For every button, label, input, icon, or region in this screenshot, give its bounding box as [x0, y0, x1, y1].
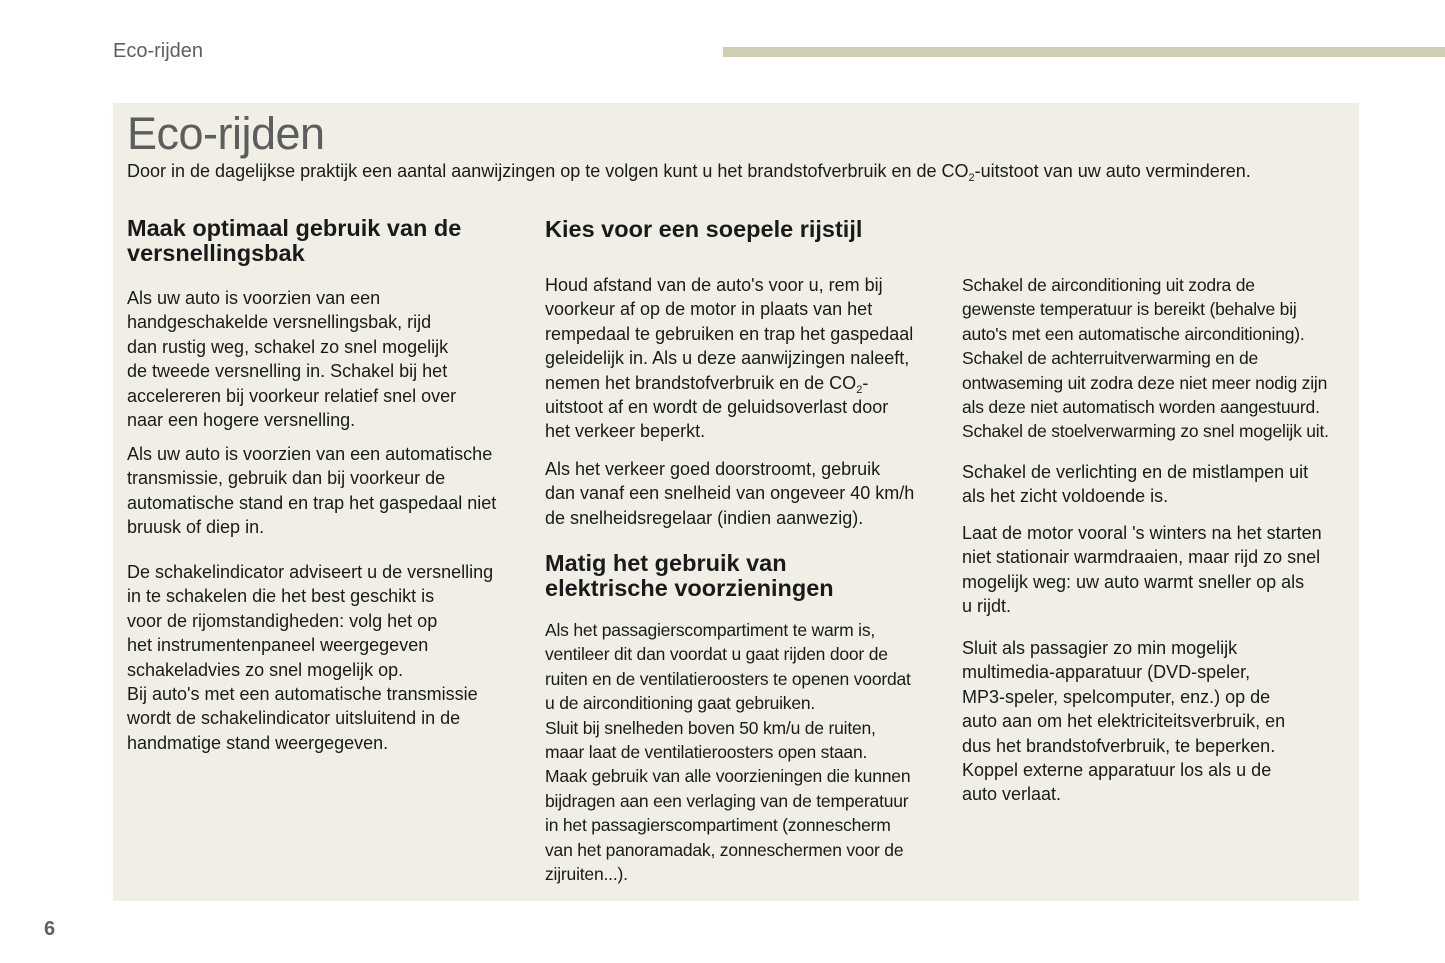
intro-paragraph [127, 159, 1342, 183]
col2-heading: Kies voor een soepele rijstijl [545, 216, 863, 242]
col2-paragraph-1-subscript: 2 [856, 383, 863, 396]
col2-paragraph-3: Als het passagierscompartiment te warm is, ventileer dit dan voordat u gaat rijden door de ruiten en de ventilatieroosters te openen voordat u de airconditioning gaat gebruiken. Sluit bij snelheden boven 50 km/u de ruiten, maar laat de ventilatieroosters open staan. Maak gebruik van alle voorzieningen die kunnen bijdragen aan een verlaging van de temperatuur in het passagierscompartiment (zonnescherm van het panoramadak, zonneschermen voor de zijruiten...). [545, 620, 911, 885]
page-title: Eco-rijden [127, 108, 325, 159]
col2-paragraph-1-text: Houd afstand van de auto's voor u, rem bij voorkeur af op de motor in plaats van het rempedaal te gebruiken en trap het gaspedaal geleidelijk in. Als u deze aanwijzingen naleeft, nemen het brandstofverbruik en de CO [545, 275, 914, 393]
intro-text: Door in de dagelijkse praktijk een aantal aanwijzingen op te volgen kunt u het brandstofverbruik en de CO [127, 161, 969, 181]
intro-subscript: 2 [968, 172, 975, 184]
col3-paragraph-2: Schakel de verlichting en de mistlampen uit als het zicht voldoende is. [962, 462, 1309, 507]
header-bar [723, 47, 1445, 57]
col1-paragraph-1: Als uw auto is voorzien van een handgeschakelde versnellingsbak, rijd dan rustig weg, schakel zo snel mogelijk de tweede versnelling in. Schakel bij het accelereren bij voorkeur relatief snel over naar een hogere versnelling. [127, 288, 457, 431]
intro-text-end: -uitstoot van uw auto verminderen. [974, 161, 1251, 181]
col2-paragraph-2: Als het verkeer goed doorstroomt, gebruik dan vanaf een snelheid van ongeveer 40 km/h de snelheidsregelaar (indien aanwezig). [545, 459, 915, 528]
col1-paragraph-3: De schakelindicator adviseert u de versnelling in te schakelen die het best geschikt is voor de rijomstandigheden: volg het op het instrumentenpaneel weergegeven schakeladvies zo snel mogelijk op. Bij auto's met een automatische transmissie wordt de schakelindicator uitsluitend in de handmatige stand weergegeven. [127, 562, 494, 753]
col2-heading-2: Matig het gebruik van elektrische voorzieningen [545, 550, 834, 601]
col3-paragraph-1: Schakel de airconditioning uit zodra de gewenste temperatuur is bereikt (behalve bij auto's met een automatische airconditioning). Schakel de achterruitverwarming en de ontwaseming uit zodra deze niet meer nodig zijn als deze niet automatisch worden aangestuurd. Schakel de stoelverwarming zo snel mogelijk uit. [962, 275, 1329, 442]
col1-paragraph-2: Als uw auto is voorzien van een automatische transmissie, gebruik dan bij voorkeur de automatische stand en trap het gaspedaal niet bruusk of diep in. [127, 444, 497, 538]
col2-paragraph-1 [545, 273, 913, 444]
col3-paragraph-4: Sluit als passagier zo min mogelijk multimedia-apparatuur (DVD-speler, MP3-speler, spelcomputer, enz.) op de auto aan om het elektriciteitsverbruik, en dus het brandstofverbruik, te beperken. Koppel externe apparatuur los als u de auto verlaat. [962, 638, 1286, 805]
col2-paragraph-1-text-end: - uitstoot af en wordt de geluidsoverlast door het verkeer beperkt. [545, 372, 889, 442]
running-header: Eco-rijden [113, 40, 204, 62]
page-number: 6 [44, 918, 56, 940]
col3-paragraph-3: Laat de motor vooral 's winters na het starten niet stationair warmdraaien, maar rijd zo snel mogelijk weg: uw auto warmt sneller op als u rijdt. [962, 523, 1322, 617]
col1-heading: Maak optimaal gebruik van de versnellingsbak [127, 215, 462, 266]
